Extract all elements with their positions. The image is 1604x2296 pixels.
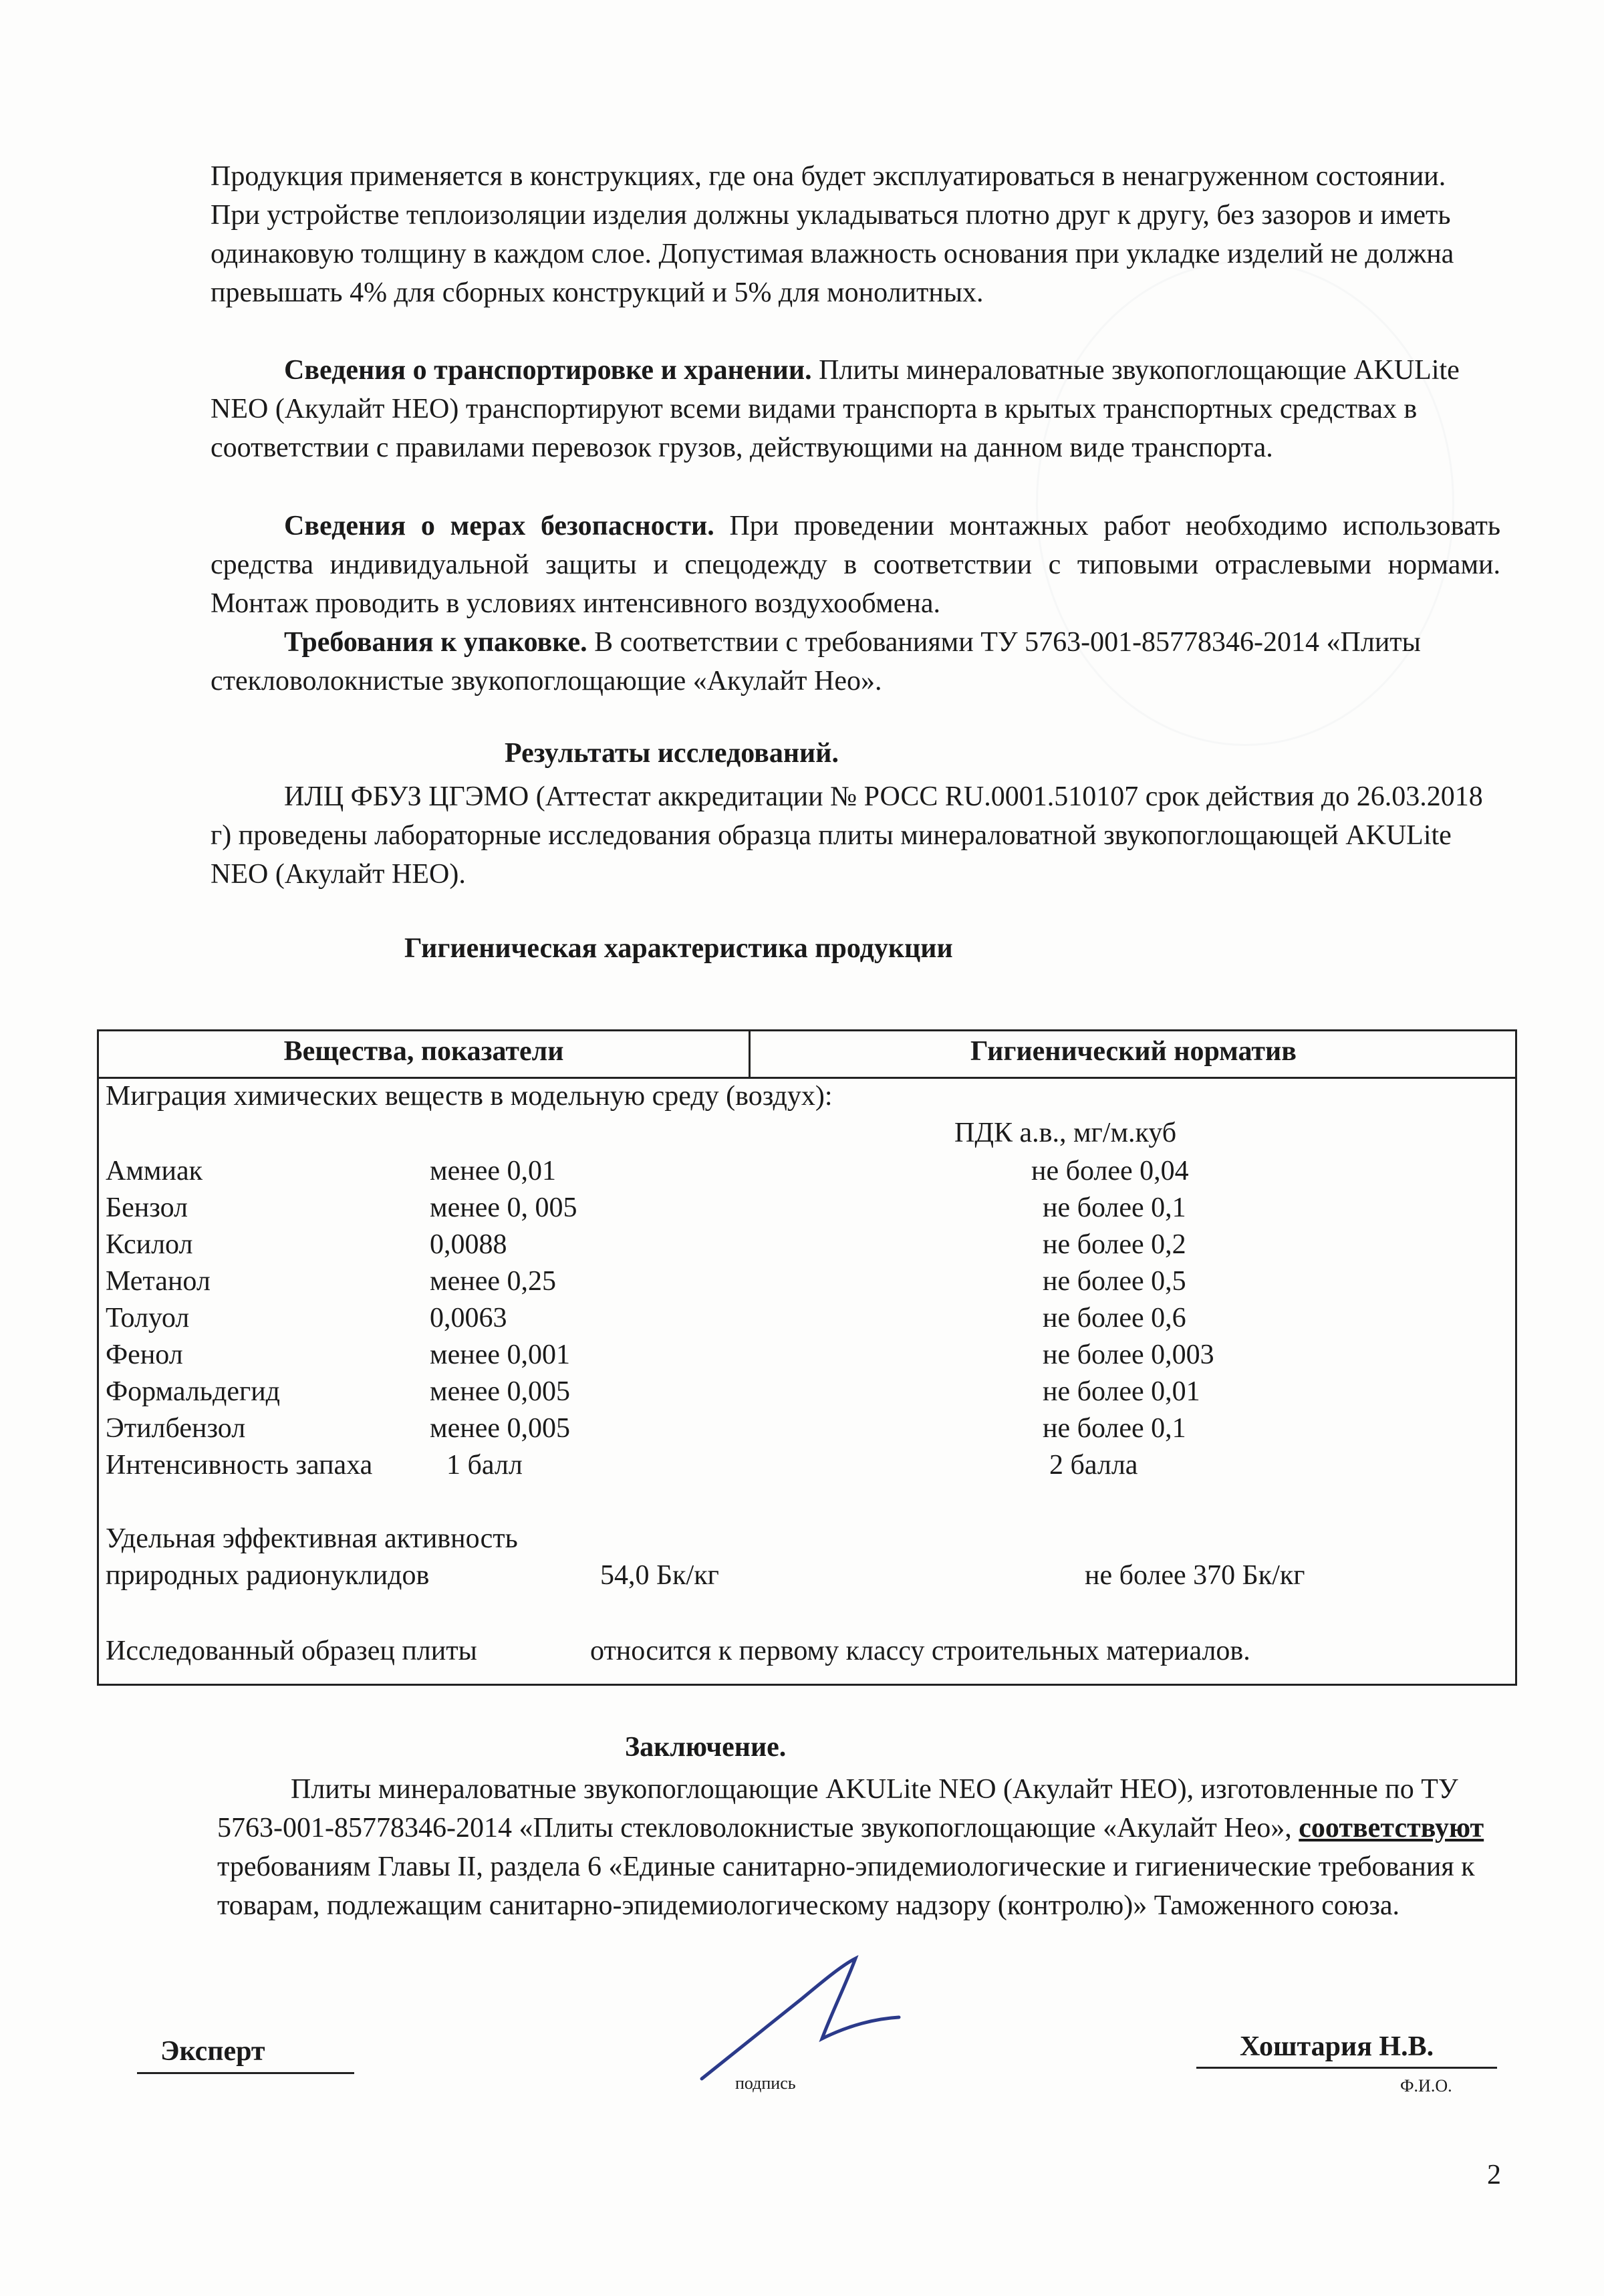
- paragraph-safety: [211, 507, 1500, 623]
- signature-caption: подпись: [735, 2073, 796, 2093]
- substance-value: менее 0,001: [430, 1340, 570, 1370]
- results-heading: Результаты исследований.: [505, 738, 839, 769]
- activity-norm: не более 370 Бк/кг: [1085, 1560, 1305, 1591]
- substance-norm: не более 0,6: [1043, 1303, 1186, 1333]
- substance-name: Аммиак: [106, 1156, 203, 1186]
- substance-value: менее 0,01: [430, 1156, 556, 1186]
- substance-norm: не более 0,1: [1043, 1192, 1186, 1223]
- safety-text: При проведении монтажных работ необходимо использовать средства индивидуальной защиты и спецодежду в соответствии с типовыми отраслевыми нормами. Монтаж проводить в условиях интенсивного воздухообмена.: [211, 511, 1501, 619]
- substance-value: менее 0,25: [430, 1266, 556, 1297]
- page-number: 2: [1487, 2160, 1501, 2190]
- conclusion-text-before: Плиты минераловатные звукопоглощающие AKULite NEO (Акулайт НЕО), изготовленные по ТУ 5763-001-85778346-2014 «Плиты стекловолокнистые звукопоглощающие «Акулайт Нео»,: [217, 1774, 1458, 1843]
- table-header: [99, 1031, 1515, 1079]
- conclusion-text-after: требованиям Главы II, раздела 6 «Единые санитарно-эпидемиологические и гигиенические требования к товарам, подлежащим санитарно-эпидемиологическому надзору (контролю)» Таможенного союза.: [217, 1852, 1475, 1921]
- conclusion-heading: Заключение.: [625, 1732, 787, 1763]
- expert-name: Хоштария Н.В.: [1240, 2031, 1434, 2062]
- expert-underline: [137, 2072, 354, 2074]
- paragraph-application: Продукция применяется в конструкциях, где она будет эксплуатироваться в ненагруженном состоянии. При устройстве теплоизоляции изделия должны укладываться плотно друг к другу, без зазоров и иметь одинаковую толщину в каждом слое. Допустимая влажность основания при укладке изделий не должна превышать 4% для сборных конструкций и 5% для монолитных.: [211, 161, 1454, 308]
- substance-norm: не более 0,2: [1043, 1229, 1186, 1260]
- substance-norm: не более 0,003: [1043, 1340, 1214, 1370]
- substance-value: менее 0,005: [430, 1413, 570, 1444]
- conclusion-text: [217, 1770, 1507, 1925]
- col-header-substances: Вещества, показатели: [283, 1036, 564, 1067]
- substance-name: Этилбензол: [106, 1413, 246, 1444]
- activity-value: 54,0 Бк/кг: [600, 1560, 719, 1591]
- paragraph-results: ИЛЦ ФБУЗ ЦГЭМО (Аттестат аккредитации № РОСС RU.0001.510107 срок действия до 26.03.2018 г) проведены лабораторные исследования образца плиты минераловатной звукопоглощающей AKULite NEO (Акулайт НЕО).: [211, 781, 1483, 890]
- paragraph-packaging: [211, 623, 1500, 700]
- migration-label: Миграция химических веществ в модельную среду (воздух):: [106, 1081, 833, 1112]
- pdk-label: ПДК а.в., мг/м.куб: [954, 1118, 1177, 1148]
- substance-name: Фенол: [106, 1340, 183, 1370]
- odor-norm: 2 балла: [1049, 1450, 1138, 1481]
- transport-text: Плиты минераловатные звукопоглощающие AKULite NEO (Акулайт НЕО) транспортируют всеми видами транспорта в крытых транспортных средствах в соответствии с правилами перевозок грузов, действующими на данном виде транспорта.: [211, 355, 1460, 463]
- transport-label: Сведения о транспортировке и хранении.: [284, 355, 812, 386]
- expert-label: Эксперт: [160, 2036, 265, 2067]
- substance-norm: не более 0,04: [1031, 1156, 1189, 1186]
- substance-value: менее 0,005: [430, 1376, 570, 1407]
- substance-norm: не более 0,01: [1043, 1376, 1200, 1407]
- hygiene-heading: Гигиеническая характеристика продукции: [404, 933, 953, 964]
- conclusion-emphasis: соответствуют: [1299, 1813, 1484, 1843]
- sample-text: относится к первому классу строительных материалов.: [590, 1636, 1250, 1666]
- substance-name: Толуол: [106, 1303, 190, 1333]
- substance-value: менее 0, 005: [430, 1192, 577, 1223]
- safety-label: Сведения о мерах безопасности.: [284, 511, 714, 541]
- packaging-label: Требования к упаковке.: [284, 627, 587, 658]
- substance-name: Бензол: [106, 1192, 188, 1223]
- col-header-norm: Гигиенический норматив: [970, 1036, 1297, 1067]
- sample-label: Исследованный образец плиты: [106, 1636, 477, 1666]
- hygiene-table: [97, 1029, 1517, 1686]
- activity-label-1: Удельная эффективная активность: [106, 1523, 518, 1554]
- odor-value: 1 балл: [446, 1450, 523, 1481]
- substance-name: Метанол: [106, 1266, 211, 1297]
- packaging-text: В соответствии с требованиями ТУ 5763-001-85778346-2014 «Плиты стекловолокнистые звукопоглощающие «Акулайт Нео».: [211, 627, 1421, 696]
- odor-label: Интенсивность запаха: [106, 1450, 373, 1481]
- paragraph-transport: [211, 351, 1500, 467]
- substance-value: 0,0063: [430, 1303, 507, 1333]
- substance-name: Формальдегид: [106, 1376, 281, 1407]
- substance-norm: не более 0,5: [1043, 1266, 1186, 1297]
- substance-norm: не более 0,1: [1043, 1413, 1186, 1444]
- name-caption: Ф.И.О.: [1400, 2076, 1452, 2095]
- substance-value: 0,0088: [430, 1229, 507, 1260]
- substance-name: Ксилол: [106, 1229, 193, 1260]
- activity-label-2: природных радионуклидов: [106, 1560, 430, 1591]
